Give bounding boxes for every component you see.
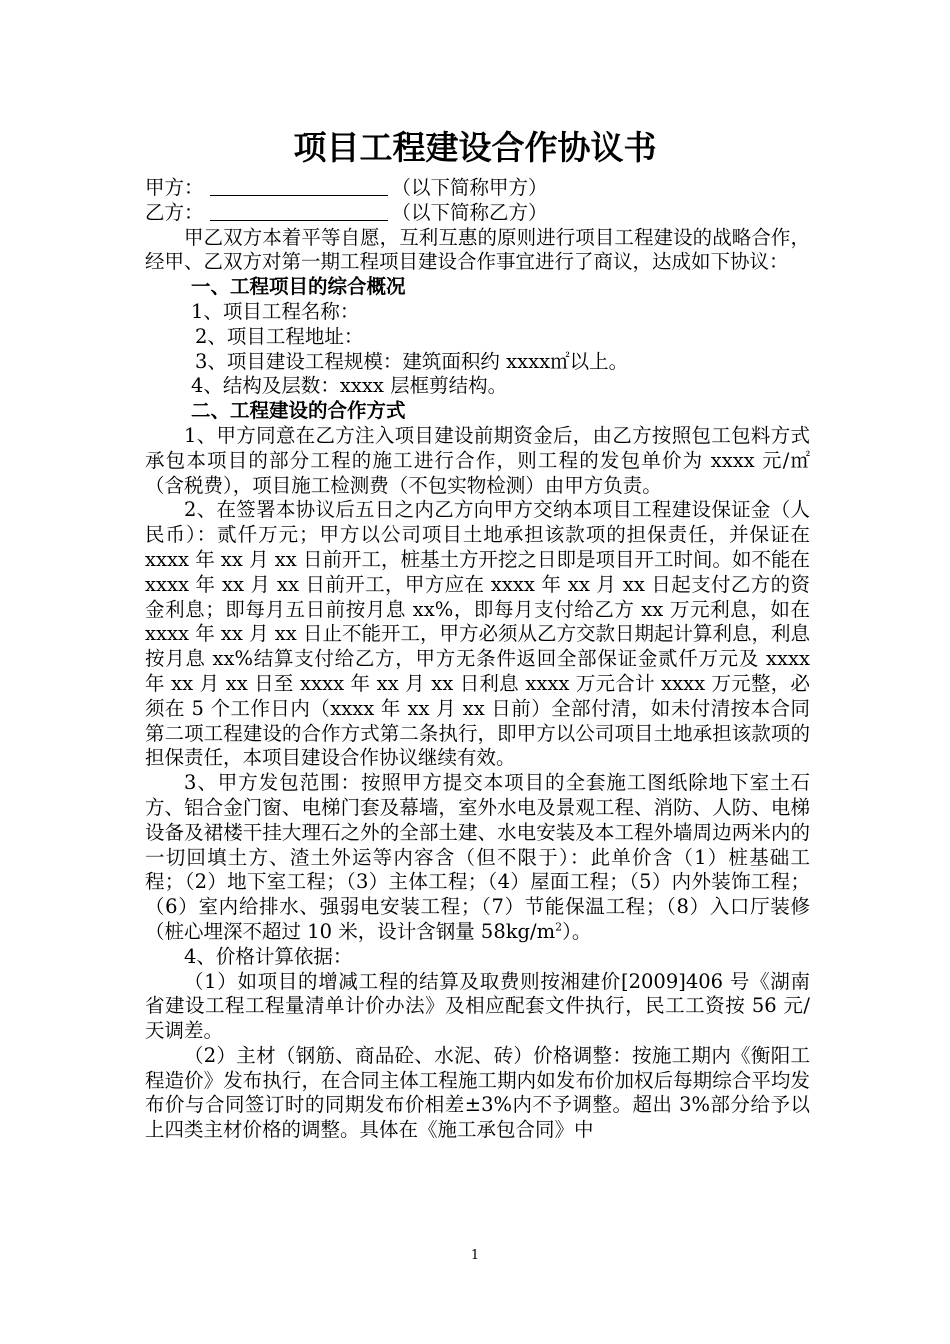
section-2-heading: 二、工程建设的合作方式 [191, 399, 406, 423]
document-body [145, 176, 810, 1143]
section-2-paragraph-3 [145, 771, 810, 945]
party-b-blank [210, 202, 388, 221]
superscript-2: 2 [555, 920, 563, 934]
section-1-item-3: 3、项目建设工程规模：建筑面积约 xxxx㎡以上。 [195, 349, 629, 373]
party-a-suffix: （以下简称甲方） [391, 176, 548, 199]
section-2-paragraph-6: （2）主材（钢筋、商品砼、水泥、砖）价格调整：按施工期内《衡阳工程造价》发布执行，在合同主体工程施工期内如发布价加权后每期综合平均发布价与合同签订时的同期发布价相差±3%内不予调整。超出 3%部分给予以上四类主材价格的调整。具体在《施工承包合同》中 [145, 1043, 810, 1142]
section-2-paragraph-2: 2、在签署本协议后五日之内乙方向甲方交纳本项目工程建设保证金（人民币）：贰仟万元；甲方以公司项目土地承担该款项的担保责任，并保证在 xxxx 年 xx 月 xx 日前开工，桩基土方开挖之日即是项目开工时间。如不能在 xxxx 年 xx 月 xx 日前开工，甲方应在 xxxx 年 xx 月 xx 日起支付乙方的资金利息；即每月五日前按月息 xx%，即每月支付给乙方 xx 万元利息，如在 xxxx 年 xx 月 xx 日止不能开工，甲方必须从乙方交款日期起计算利息，利息按月息 xx%结算支付给乙方，甲方无条件返回全部保证金贰仟万元及 xxxx 年 xx 月 xx 日至 xxxx 年 xx 月 xx 日利息 xxxx 万元合计 xxxx 万元整，必须在 5 个工作日内（xxxx 年 xx 月 xx 日前）全部付清，如未付清按本合同第二项工程建设的合作方式第二条执行，即甲方以公司项目土地承担该款项的担保责任，本项目建设合作协议继续有效。 [145, 498, 810, 770]
party-b-line [145, 201, 810, 226]
party-a-blank [210, 177, 388, 196]
intro-paragraph: 甲乙双方本着平等自愿，互利互惠的原则进行项目工程建设的战略合作，经甲、乙双方对第一期工程项目建设合作事宜进行了商议，达成如下协议： [145, 225, 810, 274]
document-title: 项目工程建设合作协议书 [293, 128, 657, 167]
section-1-item-1: 1、项目工程名称： [191, 299, 360, 323]
party-b-suffix: （以下简称乙方） [391, 200, 548, 224]
page-number: 1 [470, 1248, 480, 1263]
paragraph-3-text: 3、甲方发包范围：按照甲方提交本项目的全套施工图纸除地下室土石方、铝合金门窗、电梯门套及幕墙，室外水电及景观工程、消防、人防、电梯设备及裙楼干挂大理石之外的全部土建、水电安装及本工程外墙周边两米内的一切回填土方、渣土外运等内容含（但不限于）：此单价含（1）桩基础工程；（2）地下室工程；（3）主体工程；（4）屋面工程；（5）内外装饰工程；（6）室内给排水、强弱电安装工程；（7）节能保温工程；（8）入口厅装修（桩心埋深不超过 10 米，设计含钢量 58kg/m [145, 771, 810, 943]
party-b-label: 乙方： [145, 200, 204, 224]
section-1-heading: 一、工程项目的综合概况 [191, 275, 406, 299]
section-1-item-2: 2、项目工程地址： [195, 324, 364, 348]
party-a-line [145, 176, 810, 201]
section-2-paragraph-5: （1）如项目的增减工程的结算及取费则按湘建价[2009]406 号《湖南省建设工程工程量清单计价办法》及相应配套文件执行，民工工资按 56 元/天调差。 [145, 969, 810, 1043]
party-a-label: 甲方： [145, 176, 204, 199]
paragraph-3-end: ）。 [562, 919, 592, 943]
section-2-paragraph-4: 4、价格计算依据： [184, 944, 353, 968]
section-2-paragraph-1: 1、甲方同意在乙方注入项目建设前期资金后，由乙方按照包工包料方式承包本项目的部分工程的施工进行合作，则工程的发包单价为 xxxx 元/㎡（含税费），项目施工检测费（不包实物检测）由甲方负责。 [145, 423, 810, 497]
section-1-item-4: 4、结构及层数：xxxx 层框剪结构。 [191, 374, 508, 398]
